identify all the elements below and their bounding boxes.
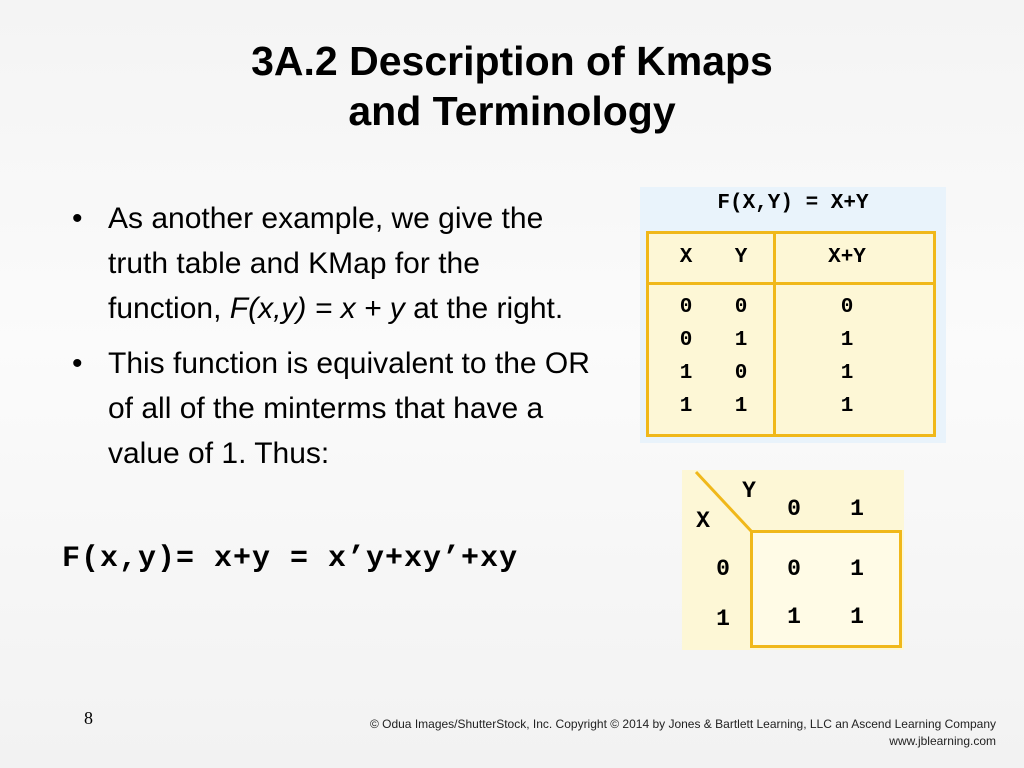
slide-title bbox=[0, 36, 1024, 136]
copyright-notice bbox=[370, 716, 996, 750]
cell-y: 0 bbox=[734, 362, 748, 385]
kmap-row-label-1: 1 bbox=[716, 606, 730, 632]
slide-title-line-1: 3A.2 Description of Kmaps bbox=[251, 38, 773, 84]
formula: F(x,y)= x+y = x’y+xy’+xy bbox=[62, 542, 519, 576]
kmap-grid bbox=[750, 530, 902, 648]
kmap-col-label-0: 0 bbox=[787, 496, 801, 522]
header-y: Y bbox=[734, 246, 748, 269]
slide-title-line-2: and Terminology bbox=[348, 88, 676, 134]
kmap-cell: 1 bbox=[850, 604, 864, 630]
copyright-url: www.jblearning.com bbox=[889, 734, 996, 748]
bullet-list bbox=[72, 196, 592, 486]
copyright-line-1: © Odua Images/ShutterStock, Inc. Copyright © 2014 by Jones & Bartlett Learning, LLC an Ascend Learning Company bbox=[369, 717, 996, 731]
bullet-1-text-end: at the right. bbox=[404, 292, 564, 325]
truth-table-caption: F(X,Y) = X+Y bbox=[717, 192, 869, 215]
bullet-1-function: F(x,y) = x + y bbox=[229, 292, 405, 325]
kmap-cell: 0 bbox=[787, 556, 801, 582]
header-x: X bbox=[679, 246, 693, 269]
bullet-dot-icon: • bbox=[72, 347, 83, 380]
kmap-cell: 1 bbox=[787, 604, 801, 630]
cell-y: 0 bbox=[734, 296, 748, 319]
header-xplusy: X+Y bbox=[828, 246, 866, 269]
truth-table bbox=[646, 231, 936, 437]
cell-x: 0 bbox=[679, 329, 693, 352]
kmap-col-var: Y bbox=[742, 478, 756, 504]
page-number: 8 bbox=[84, 708, 93, 728]
cell-x: 0 bbox=[679, 296, 693, 319]
bullet-1-text: As another example, we give the truth table and KMap for the function, bbox=[108, 202, 544, 325]
kmap-row-label-0: 0 bbox=[716, 556, 730, 582]
cell-y: 1 bbox=[734, 395, 748, 418]
cell-x: 1 bbox=[679, 395, 693, 418]
bullet-2-text: This function is equivalent to the OR of all of the minterms that have a value of 1. Thus: bbox=[108, 347, 590, 470]
truth-table-panel bbox=[640, 187, 946, 443]
cell-result: 1 bbox=[840, 362, 854, 385]
cell-result: 1 bbox=[840, 395, 854, 418]
kmap-col-label-1: 1 bbox=[850, 496, 864, 522]
kmap-row-var: X bbox=[696, 508, 710, 534]
truth-table-header-rule bbox=[649, 282, 933, 285]
bullet-item-1 bbox=[72, 196, 592, 331]
kmap-cell: 1 bbox=[850, 556, 864, 582]
bullet-dot-icon: • bbox=[72, 202, 83, 235]
cell-result: 1 bbox=[840, 329, 854, 352]
cell-y: 1 bbox=[734, 329, 748, 352]
truth-table-divider bbox=[773, 234, 776, 434]
bullet-item-2 bbox=[72, 341, 592, 476]
cell-result: 0 bbox=[840, 296, 854, 319]
cell-x: 1 bbox=[679, 362, 693, 385]
kmap bbox=[682, 470, 904, 650]
